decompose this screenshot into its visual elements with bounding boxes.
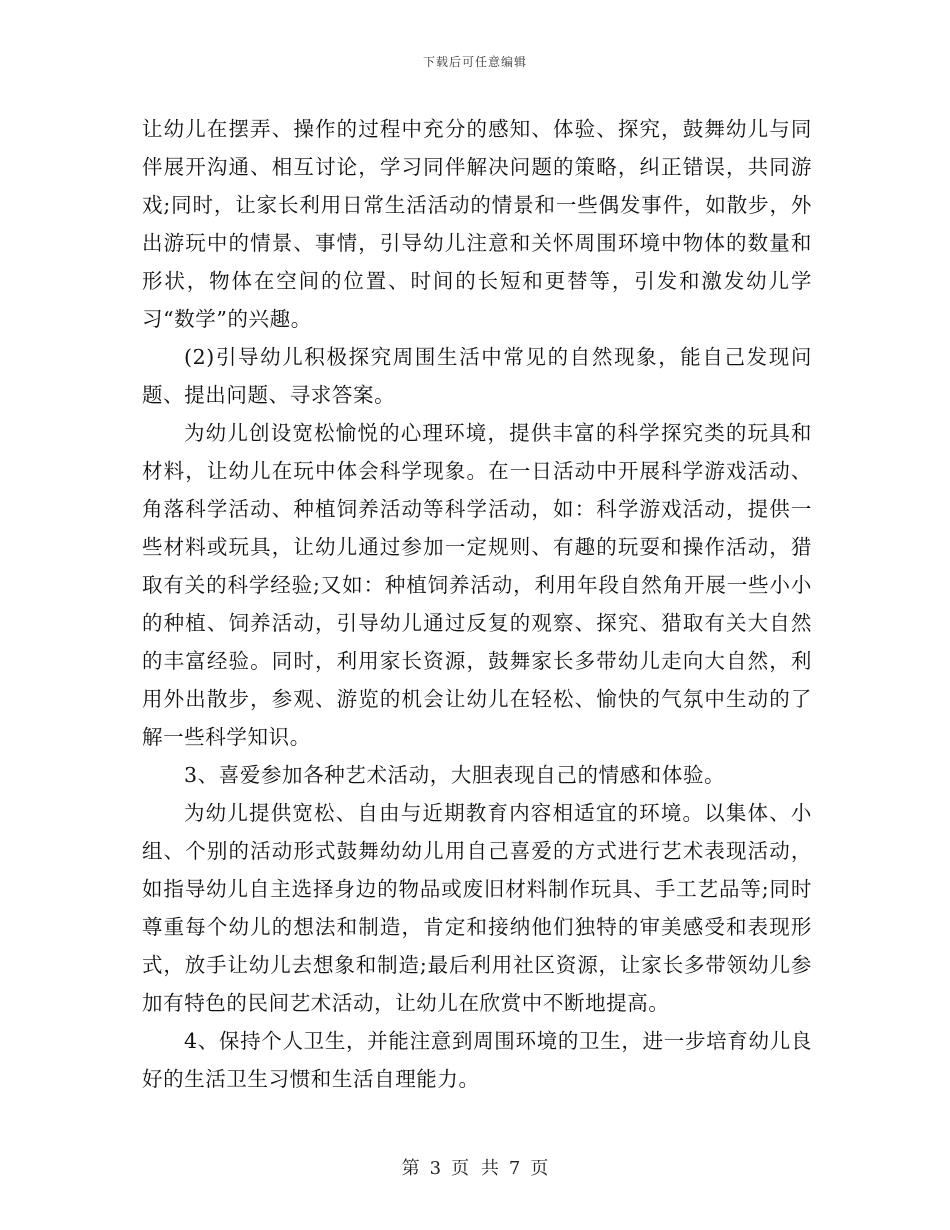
page-header: 下载后可任意编辑: [422, 55, 527, 69]
footer-prefix: 第: [401, 1158, 420, 1179]
paragraph-1: 让幼儿在摆弄、操作的过程中充分的感知、体验、探究，鼓舞幼儿与同伴展开沟通、相互讨论，学习同伴解决问题的策略，纠正错误，共同游戏;同时，让家长利用日常生活活动的情景和一些偶发事件，如散步，外出游玩中的情景、事情，引导幼儿注意和关怀周围环境中物体的数量和形状，物体在空间的位置、时间的长短和更替等，引发和激发幼儿学习“数学”的兴趣。: [142, 117, 812, 331]
footer-middle: 页 共: [451, 1158, 499, 1179]
page-footer: [0, 1154, 950, 1180]
paragraph-6: 4、保持个人卫生，并能注意到周围环境的卫生，进一步培育幼儿良好的生活卫生习惯和生活自理能力。: [142, 1029, 812, 1091]
footer-total-pages: 7: [508, 1158, 521, 1179]
paragraph-4: 3、喜爱参加各种艺术活动，大胆表现自己的情感和体验。: [184, 763, 726, 787]
paragraph-2: (2)引导幼儿积极探究周围生活中常见的自然现象，能自己发现问题、提出问题、寻求答案。: [142, 345, 812, 407]
paragraph-3: 为幼儿创设宽松愉悦的心理环境，提供丰富的科学探究类的玩具和材料，让幼儿在玩中体会科学现象。在一日活动中开展科学游戏活动、角落科学活动、种植饲养活动等科学活动，如：科学游戏活动，提供一些材料或玩具，让幼儿通过参加一定规则、有趣的玩耍和操作活动，猎取有关的科学经验;又如：种植饲养活动，利用年段自然角开展一些小小的种植、饲养活动，引导幼儿通过反复的观察、探究、猎取有关大自然的丰富经验。同时，利用家长资源，鼓舞家长多带幼儿走向大自然，利用外出散步，参观、游览的机会让幼儿在轻松、愉快的气氛中生动的了解一些科学知识。: [142, 421, 812, 749]
document-body: [142, 110, 812, 1098]
paragraph-5: 为幼儿提供宽松、自由与近期教育内容相适宜的环境。以集体、小组、个别的活动形式鼓舞幼幼儿用自己喜爱的方式进行艺术表现活动，如指导幼儿自主选择身边的物品或废旧材料制作玩具、手工艺品等;同时尊重每个幼儿的想法和制造，肯定和接纳他们独特的审美感受和表现形式，放手让幼儿去想象和制造;最后利用社区资源，让家长多带领幼儿参加有特色的民间艺术活动，让幼儿在欣赏中不断地提高。: [142, 801, 812, 1015]
footer-current-page: 3: [429, 1158, 442, 1179]
footer-suffix: 页: [530, 1158, 549, 1179]
